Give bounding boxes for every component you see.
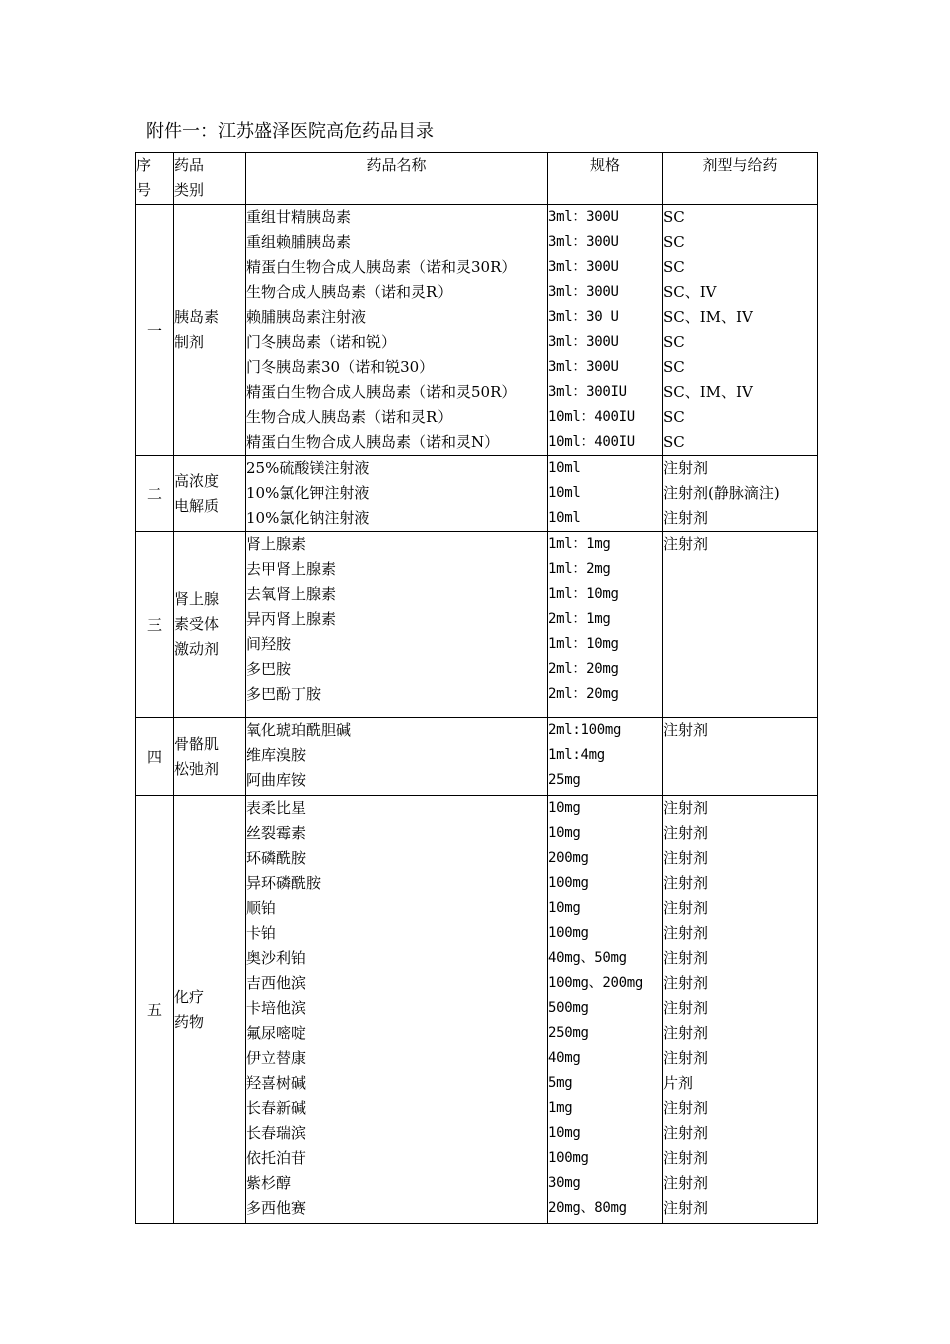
drug-spec: 1ml：1mg (548, 536, 611, 552)
drug-route-cell (663, 718, 818, 796)
drug-spec: 30mg (548, 1175, 581, 1191)
drug-spec: 10mg (548, 825, 581, 841)
drug-spec: 3ml：300U (548, 259, 619, 275)
drug-spec: 1ml:4mg (548, 747, 605, 763)
drug-route: SC (663, 208, 685, 226)
group-category-line: 素受体 (174, 615, 220, 633)
drug-spec: 200mg (548, 850, 589, 866)
drug-route: 注射剂 (663, 721, 709, 739)
drug-route: SC (663, 433, 685, 451)
drug-spec: 3ml：300U (548, 284, 619, 300)
drug-route: 注射剂 (663, 849, 709, 867)
drug-route: SC、IV (663, 283, 717, 301)
drug-spec: 3ml：30 U (548, 309, 619, 325)
drug-route: SC、IM、IV (663, 383, 753, 401)
drug-spec-cell (548, 205, 663, 456)
drug-route-cell (663, 205, 818, 456)
drug-route (663, 582, 817, 607)
drug-spec: 250mg (548, 1025, 589, 1041)
drug-route: 注射剂 (663, 1024, 709, 1042)
drug-group-row (136, 205, 818, 456)
group-category (174, 532, 246, 718)
drug-spec: 2ml:100mg (548, 722, 622, 738)
drug-route: 注射剂 (663, 1124, 709, 1142)
drug-route: 注射剂 (663, 974, 709, 992)
drug-route: 注射剂 (663, 459, 709, 477)
group-category-line: 制剂 (174, 333, 205, 351)
header-spec-text: 规格 (589, 156, 620, 174)
group-category-line: 骨骼肌 (174, 734, 220, 753)
drug-name: 生物合成人胰岛素（诺和灵R） (246, 408, 453, 426)
drug-name: 门冬胰岛素30（诺和锐30） (246, 358, 435, 376)
drug-name: 10%氯化钾注射液 (246, 484, 370, 502)
drug-route: SC (663, 333, 685, 351)
drug-route (663, 768, 817, 793)
group-category (174, 718, 246, 796)
drug-name: 10%氯化钠注射液 (246, 509, 370, 527)
group-category-line: 电解质 (174, 496, 220, 515)
group-category-line: 高浓度 (174, 471, 220, 490)
drug-name: 紫杉醇 (246, 1174, 292, 1192)
drug-group-row (136, 456, 818, 532)
group-number-text: 五 (146, 1001, 162, 1019)
drug-name: 环磷酰胺 (246, 849, 307, 867)
drug-spec: 500mg (548, 1000, 589, 1016)
drug-route: 注射剂 (663, 1199, 709, 1217)
drug-spec: 2ml：1mg (548, 611, 611, 627)
drug-name: 阿曲库铵 (246, 771, 307, 789)
drug-name: 丝裂霉素 (246, 824, 307, 842)
drug-name: 精蛋白生物合成人胰岛素（诺和灵30R） (246, 258, 517, 276)
drug-spec-cell (548, 718, 663, 796)
drug-route (663, 557, 817, 582)
high-risk-drug-table (135, 152, 818, 1224)
drug-name: 肾上腺素 (246, 535, 307, 553)
drug-name: 氟尿嘧啶 (246, 1024, 307, 1042)
drug-spec: 1ml：2mg (548, 561, 611, 577)
drug-route: SC (663, 358, 685, 376)
drug-spec: 10ml (548, 485, 581, 501)
drug-spec: 10ml：400IU (548, 434, 635, 450)
drug-route: 片剂 (663, 1074, 694, 1092)
drug-spec: 10mg (548, 1125, 581, 1141)
drug-name: 异丙肾上腺素 (246, 610, 337, 628)
header-name-text: 药品名称 (366, 156, 427, 174)
drug-route: 注射剂 (663, 949, 709, 967)
group-number (136, 718, 174, 796)
drug-route: SC、IM、IV (663, 308, 753, 326)
drug-spec-cell (548, 796, 663, 1224)
drug-name: 吉西他滨 (246, 974, 307, 992)
drug-route: 注射剂 (663, 509, 709, 527)
document-title: 附件一：江苏盛泽医院高危药品目录 (146, 121, 434, 142)
header-spec (548, 153, 663, 205)
header-no-line: 号 (136, 181, 152, 199)
drug-route: 注射剂 (663, 799, 709, 817)
drug-route: 注射剂 (663, 924, 709, 942)
drug-name: 长春新碱 (246, 1099, 307, 1117)
drug-spec-cell (548, 456, 663, 532)
group-category-line: 化疗 (174, 987, 205, 1006)
drug-name: 精蛋白生物合成人胰岛素（诺和灵50R） (246, 383, 517, 401)
group-number-text: 三 (146, 616, 162, 634)
drug-name-cell (246, 205, 548, 456)
drug-spec: 3ml：300U (548, 209, 619, 225)
drug-name: 重组赖脯胰岛素 (246, 233, 352, 251)
drug-spec-cell (548, 532, 663, 718)
drug-route: 注射剂 (663, 1149, 709, 1167)
drug-route (663, 607, 817, 632)
drug-name: 赖脯胰岛素注射液 (246, 308, 367, 326)
group-number (136, 796, 174, 1224)
group-category-line: 松弛剂 (174, 759, 220, 778)
drug-name: 依托泊苷 (246, 1149, 307, 1167)
drug-name: 去甲肾上腺素 (246, 560, 337, 578)
group-category-line: 肾上腺 (174, 590, 220, 608)
drug-name-cell (246, 718, 548, 796)
drug-spec: 40mg (548, 1050, 581, 1066)
drug-route: SC (663, 233, 685, 251)
drug-route (663, 743, 817, 768)
drug-spec: 10ml：400IU (548, 409, 635, 425)
drug-spec: 100mg (548, 1150, 589, 1166)
group-category-line: 药物 (174, 1012, 205, 1031)
drug-route (663, 632, 817, 657)
drug-name: 多巴酚丁胺 (246, 685, 322, 703)
drug-spec: 3ml：300U (548, 234, 619, 250)
drug-group-row (136, 796, 818, 1224)
header-no (136, 153, 174, 205)
drug-route: 注射剂 (663, 874, 709, 892)
drug-route: 注射剂 (663, 999, 709, 1017)
drug-spec: 1mg (548, 1100, 573, 1116)
group-number (136, 456, 174, 532)
drug-name: 25%硫酸镁注射液 (246, 459, 370, 477)
drug-name-cell (246, 796, 548, 1224)
header-no-line: 序 (136, 156, 152, 174)
group-number (136, 205, 174, 456)
drug-spec: 100mg (548, 875, 589, 891)
drug-route: 注射剂 (663, 824, 709, 842)
drug-name: 间羟胺 (246, 635, 292, 653)
group-number-text: 一 (146, 321, 162, 340)
drug-spec: 10mg (548, 800, 581, 816)
drug-spec: 100mg、200mg (548, 975, 643, 991)
drug-spec: 40mg、50mg (548, 950, 627, 966)
group-category (174, 205, 246, 456)
drug-spec: 25mg (548, 772, 581, 788)
drug-name: 生物合成人胰岛素（诺和灵R） (246, 283, 453, 301)
drug-group-row (136, 718, 818, 796)
drug-spec: 2ml：20mg (548, 686, 619, 702)
drug-spec: 3ml：300U (548, 359, 619, 375)
drug-route: 注射剂 (663, 1049, 709, 1067)
drug-spec: 20mg、80mg (548, 1200, 627, 1216)
drug-route (663, 657, 817, 682)
group-number-text: 二 (146, 485, 162, 503)
header-category-line: 类别 (174, 181, 205, 199)
header-name (246, 153, 548, 205)
drug-name: 氧化琥珀酰胆碱 (246, 721, 352, 739)
group-number-text: 四 (146, 748, 162, 766)
drug-route-cell (663, 532, 818, 718)
drug-route: 注射剂 (663, 899, 709, 917)
drug-spec: 1ml：10mg (548, 586, 619, 602)
drug-name: 长春瑞滨 (246, 1124, 307, 1142)
drug-spec: 2ml：20mg (548, 661, 619, 677)
group-category-line: 胰岛素 (174, 308, 220, 326)
header-route (663, 153, 818, 205)
drug-route: 注射剂 (663, 1099, 709, 1117)
group-category-line: 激动剂 (174, 640, 220, 658)
drug-name: 卡培他滨 (246, 999, 307, 1017)
drug-name: 伊立替康 (246, 1049, 307, 1067)
drug-spec: 100mg (548, 925, 589, 941)
drug-spec: 10ml (548, 460, 581, 476)
drug-name: 奥沙利铂 (246, 949, 307, 967)
drug-route: 注射剂(静脉滴注) (663, 484, 780, 502)
header-category-line: 药品 (174, 156, 205, 174)
drug-name: 羟喜树碱 (246, 1074, 307, 1092)
header-route-text: 剂型与给药 (702, 156, 778, 174)
drug-group-row (136, 532, 818, 718)
drug-name: 多西他赛 (246, 1199, 307, 1217)
group-category (174, 456, 246, 532)
drug-name: 维库溴胺 (246, 746, 307, 764)
drug-route: 注射剂 (663, 535, 709, 553)
group-number (136, 532, 174, 718)
drug-name: 顺铂 (246, 899, 277, 917)
drug-spec: 5mg (548, 1075, 573, 1091)
drug-name: 多巴胺 (246, 660, 292, 678)
drug-name: 卡铂 (246, 924, 277, 942)
drug-route: 注射剂 (663, 1174, 709, 1192)
drug-name: 精蛋白生物合成人胰岛素（诺和灵N） (246, 433, 500, 451)
header-category (174, 153, 246, 205)
drug-name: 去氧肾上腺素 (246, 585, 337, 603)
drug-spec: 10ml (548, 510, 581, 526)
drug-spec: 10mg (548, 900, 581, 916)
drug-name-cell (246, 456, 548, 532)
drug-name: 门冬胰岛素（诺和锐） (246, 333, 397, 351)
group-category (174, 796, 246, 1224)
drug-route: SC (663, 258, 685, 276)
drug-name: 异环磷酰胺 (246, 874, 322, 892)
table-header-row (136, 153, 818, 205)
drug-route-cell (663, 456, 818, 532)
drug-route (663, 682, 817, 707)
drug-name: 表柔比星 (246, 799, 307, 817)
drug-route-cell (663, 796, 818, 1224)
drug-name-cell (246, 532, 548, 718)
drug-spec: 1ml：10mg (548, 636, 619, 652)
drug-spec: 3ml：300IU (548, 384, 627, 400)
drug-route: SC (663, 408, 685, 426)
drug-spec: 3ml：300U (548, 334, 619, 350)
drug-name: 重组甘精胰岛素 (246, 208, 352, 226)
